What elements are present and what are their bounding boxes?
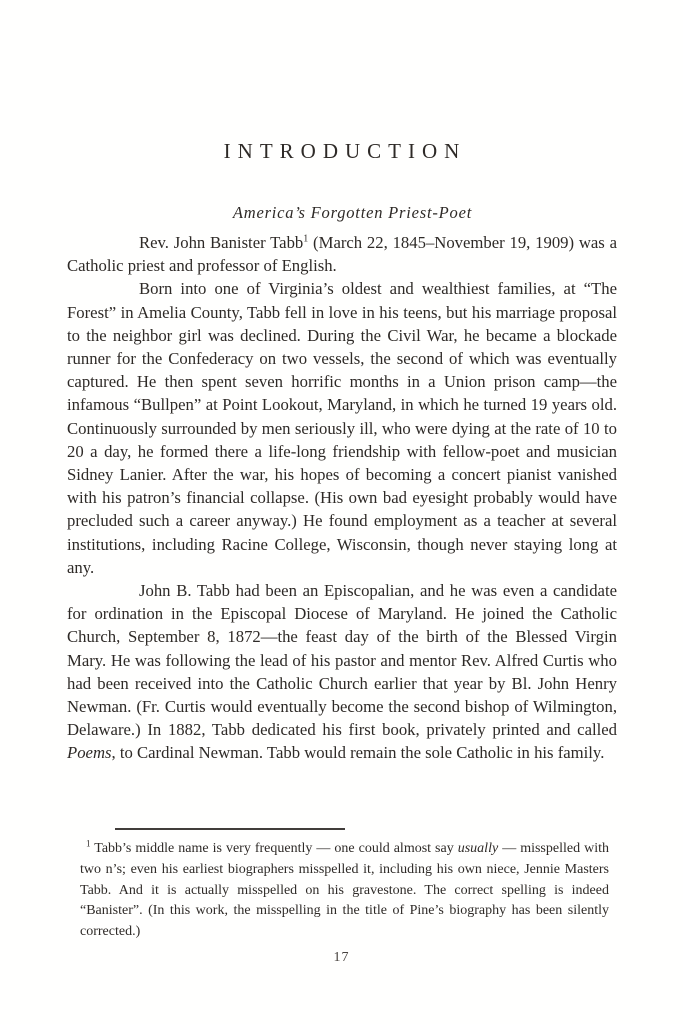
footnote-text: Tabb’s middle name is very frequently — one could almost say xyxy=(90,841,458,856)
footnote-separator xyxy=(115,828,345,830)
paragraph-conversion-text-continued: , to Cardinal Newman. Tabb would remain the sole Catholic in his family. xyxy=(111,743,605,763)
footnote-marker: 1 xyxy=(86,838,91,849)
paragraph-intro-text-continued: (March 22, 1845–November 19, 1909) was a Catholic priest and professor of English. xyxy=(67,233,617,276)
footnote-text-continued: — misspelled with two n’s; even his earliest biographers misspelled it, including his own niece, Jennie Masters Tabb. And it is actually misspelled on his gravestone. The correct spelling is indeed “Banister”. (In this work, the misspelling in the title of Pine’s biography has been silently corrected.) xyxy=(80,841,609,940)
paragraph-early-life-text: Born into one of Virginia’s oldest and wealthiest families, at “The Forest” in Amelia County, Tabb fell in love in his teens, but his marriage proposal to the neighbor girl was declined. During the Civil War, he became a blockade runner for the Confederacy on two vessels, the second of which was eventually captured. He then spent seven horrific months in a Union prison camp—the infamous “Bullpen” at Point Lookout, Maryland, in which he turned 19 years old. Continuously surrounded by men seriously ill, who were dying at the rate of 10 to 20 a day, he formed there a life-long friendship with fellow-poet and musician Sidney Lanier. After the war, his hopes of becoming a concert pianist vanished with his patron’s financial collapse. (His own bad eyesight probably would have precluded such a career anyway.) He found employment as a teacher at several institutions, including Racine College, Wisconsin, though never staying long at any. xyxy=(67,279,617,577)
footnote xyxy=(80,839,609,943)
footnote-italic-usually: usually xyxy=(457,841,499,856)
body-text xyxy=(67,231,617,765)
paragraph-conversion xyxy=(67,579,617,765)
paragraph-conversion-text: John B. Tabb had been an Episcopalian, and he was even a candidate for ordination in the Episcopal Diocese of Maryland. He joined the Catholic Church, September 8, 1872—the feast day of the birth of the Blessed Virgin Mary. He was following the lead of his pastor and mentor Rev. Alfred Curtis who had been received into the Catholic Church earlier that year by Bl. John Henry Newman. (Fr. Curtis would eventually become the second bishop of Wilmington, Delaware.) In 1882, Tabb dedicated his first book, privately printed and called xyxy=(67,581,617,740)
page-number: 17 xyxy=(333,950,350,965)
paragraph-early-life xyxy=(67,277,617,579)
paragraph-intro-text: Rev. John Banister Tabb xyxy=(139,233,304,252)
section-subtitle: America’s Forgotten Priest-Poet xyxy=(232,203,473,222)
chapter-title: INTRODUCTION xyxy=(223,139,467,163)
footnote-reference: 1 xyxy=(303,233,309,245)
paragraph-intro xyxy=(67,231,617,277)
book-title-poems: Poems xyxy=(67,743,112,763)
